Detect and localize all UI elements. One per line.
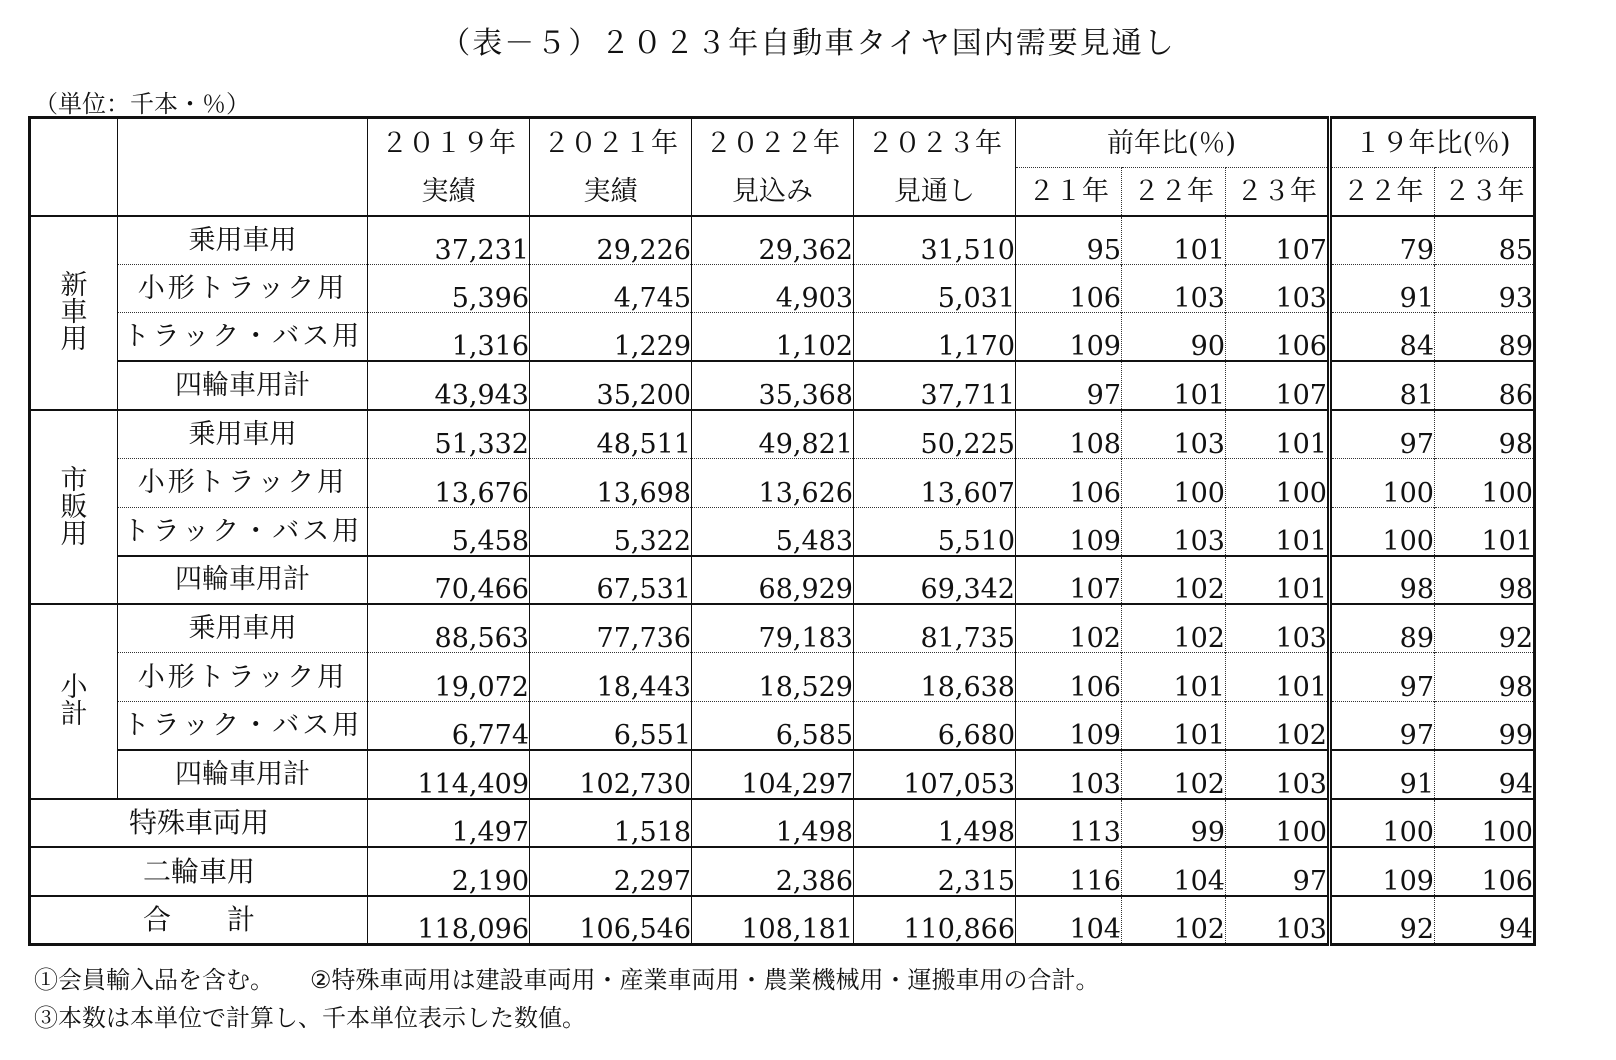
value-cell: 1,102: [692, 313, 854, 362]
value-cell: 1,518: [530, 799, 692, 848]
yoy-cell: 97: [1086, 379, 1121, 410]
yoy-cell: 101: [1122, 653, 1226, 702]
value-cell: 108,181: [692, 896, 854, 945]
value-cell: 13,607: [854, 458, 1016, 507]
yoy-cell: 108: [1069, 428, 1121, 459]
value-cell: 68,929: [692, 556, 854, 605]
yoy-cell: 103: [1122, 410, 1226, 459]
vs19-cell: 91: [1330, 264, 1435, 313]
yoy-cell: 101: [1122, 216, 1226, 265]
table-row: [30, 507, 1535, 556]
header-yoy: 前年比(％): [1106, 127, 1237, 159]
value-cell: 110,866: [854, 896, 1016, 945]
header-kind-2022: 見込み: [692, 168, 854, 216]
table-row: [30, 313, 1535, 362]
row-label: 乗用車用: [118, 410, 368, 459]
yoy-cell: 102: [1122, 556, 1226, 605]
header-corner-left: [30, 118, 118, 216]
vs19-cell: 89: [1435, 313, 1535, 362]
table-row: [30, 556, 1535, 605]
value-cell: 18,529: [692, 653, 854, 702]
value-cell: 43,943: [368, 361, 530, 410]
row-label: トラック・バス用: [118, 701, 368, 750]
value-cell: 79,183: [692, 604, 854, 653]
yoy-cell: 102: [1069, 623, 1121, 653]
value-cell: 5,396: [368, 264, 530, 313]
yoy-cell: 90: [1122, 313, 1226, 362]
note-3: ③本数は本単位で計算し、千本単位表示した数値。: [34, 1004, 586, 1032]
vs19-cell: 94: [1435, 750, 1535, 799]
yoy-cell: 103: [1226, 264, 1330, 313]
vs19-cell: 92: [1435, 604, 1535, 653]
vs19-cell: 97: [1330, 653, 1435, 702]
value-cell: 1,497: [368, 799, 530, 848]
vs19-cell: 100: [1330, 507, 1435, 556]
yoy-cell: 102: [1122, 604, 1226, 653]
group-label-char: 計: [60, 699, 88, 731]
value-cell: 5,322: [530, 507, 692, 556]
vs19-cell: 100: [1330, 458, 1435, 507]
value-cell: 2,297: [530, 847, 692, 896]
value-cell: 107,053: [854, 750, 1016, 799]
value-cell: 29,362: [692, 216, 854, 265]
value-cell: 51,332: [368, 410, 530, 459]
vs19-cell: 98: [1435, 410, 1535, 459]
vs19-cell: 98: [1330, 556, 1435, 605]
yoy-cell: 109: [1016, 507, 1122, 556]
row-label: 四輪車用計: [118, 750, 368, 799]
vs19-cell: 97: [1330, 410, 1435, 459]
value-cell: 6,585: [692, 701, 854, 750]
vs19-cell: 89: [1330, 604, 1435, 653]
group-label: [30, 410, 118, 604]
value-cell: 1,316: [368, 313, 530, 362]
value-cell: 67,531: [530, 556, 692, 605]
group-label-char: 用: [60, 324, 88, 356]
row-label: 二輪車用: [30, 847, 368, 896]
row-label: 小形トラック用: [118, 653, 368, 702]
tire-demand-table: [28, 116, 1536, 946]
value-cell: 69,342: [854, 556, 1016, 605]
value-cell: 35,200: [530, 361, 692, 410]
table-row: [30, 750, 1535, 799]
value-cell: 4,745: [530, 264, 692, 313]
vs19-cell: 101: [1435, 507, 1535, 556]
row-label: 四輪車用計: [118, 556, 368, 605]
row-label: 乗用車用: [118, 604, 368, 653]
value-cell: 18,638: [854, 653, 1016, 702]
value-cell: 77,736: [530, 604, 692, 653]
group-label-char: 車: [60, 297, 88, 329]
header-vs19-23: ２３年: [1435, 168, 1535, 216]
yoy-cell: 107: [1226, 216, 1330, 265]
group-label: [30, 216, 118, 410]
vs19-cell: 109: [1330, 847, 1435, 896]
yoy-cell: 109: [1016, 701, 1122, 750]
note-2: ②特殊車両用は建設車両用・産業車両用・農業機械用・運搬車用の合計。: [310, 966, 1100, 994]
table-row: [30, 410, 1535, 459]
unit-label: （単位：千本・％）: [34, 90, 250, 118]
value-cell: 13,698: [530, 458, 692, 507]
yoy-cell: 101: [1226, 556, 1330, 605]
value-cell: 31,510: [854, 216, 1016, 265]
group-label-char: 小: [60, 672, 88, 704]
value-cell: 1,498: [692, 799, 854, 848]
row-label: トラック・バス用: [118, 313, 368, 362]
yoy-cell: 107: [1226, 361, 1330, 410]
value-cell: 2,190: [368, 847, 530, 896]
yoy-cell: 102: [1122, 896, 1226, 945]
yoy-cell: 99: [1122, 799, 1226, 848]
value-cell: 2,315: [854, 847, 1016, 896]
value-cell: 102,730: [530, 750, 692, 799]
value-cell: 29,226: [530, 216, 692, 265]
vs19-cell: 98: [1435, 653, 1535, 702]
row-label: 小形トラック用: [118, 458, 368, 507]
row-label: 合 計: [30, 896, 368, 945]
yoy-cell: 107: [1069, 574, 1121, 605]
value-cell: 5,458: [368, 507, 530, 556]
value-cell: 114,409: [368, 750, 530, 799]
value-cell: 2,386: [692, 847, 854, 896]
table-row: [30, 458, 1535, 507]
value-cell: 6,774: [368, 701, 530, 750]
value-cell: 13,676: [368, 458, 530, 507]
yoy-cell: 101: [1226, 507, 1330, 556]
yoy-cell: 109: [1016, 313, 1122, 362]
value-cell: 49,821: [692, 410, 854, 459]
header-year-2023: ２０２３年: [854, 118, 1016, 168]
table-row: [30, 361, 1535, 410]
value-cell: 50,225: [854, 410, 1016, 459]
header-vs19-22: ２２年: [1330, 168, 1435, 216]
value-cell: 1,170: [854, 313, 1016, 362]
note-line-1: [34, 960, 1100, 995]
yoy-cell: 103: [1226, 750, 1330, 799]
table-row: [30, 701, 1535, 750]
yoy-cell: 106: [1016, 458, 1122, 507]
value-cell: 1,498: [854, 799, 1016, 848]
yoy-cell: 106: [1016, 264, 1122, 313]
yoy-cell: 102: [1226, 701, 1330, 750]
group-label-char: 用: [60, 518, 88, 550]
yoy-cell: 103: [1122, 264, 1226, 313]
vs19-cell: 84: [1330, 313, 1435, 362]
value-cell: 70,466: [368, 556, 530, 605]
header-yoy-22: ２２年: [1122, 168, 1226, 216]
vs19-cell: 81: [1330, 361, 1435, 410]
vs19-cell: 86: [1435, 361, 1535, 410]
value-cell: 5,510: [854, 507, 1016, 556]
page-title: （表－５）２０２３年自動車タイヤ国内需要見通し: [440, 26, 1176, 61]
vs19-cell: 93: [1435, 264, 1535, 313]
row-label: トラック・バス用: [118, 507, 368, 556]
value-cell: 13,626: [692, 458, 854, 507]
yoy-cell: 104: [1122, 847, 1226, 896]
note-line-2: [34, 998, 586, 1033]
row-label: 乗用車用: [118, 216, 368, 265]
value-cell: 48,511: [530, 410, 692, 459]
group-label-char: 新: [60, 270, 88, 302]
yoy-cell: 95: [1086, 234, 1121, 265]
yoy-cell: 106: [1226, 313, 1330, 362]
yoy-cell: 103: [1226, 604, 1330, 653]
vs19-cell: 79: [1330, 216, 1435, 265]
row-label: 特殊車両用: [30, 799, 368, 848]
yoy-cell: 103: [1069, 768, 1121, 799]
value-cell: 37,231: [368, 216, 530, 265]
vs19-cell: 91: [1330, 750, 1435, 799]
yoy-cell: 100: [1226, 799, 1330, 848]
value-cell: 4,903: [692, 264, 854, 313]
table-row: [30, 264, 1535, 313]
header-row-years: [30, 118, 1535, 168]
value-cell: 5,031: [854, 264, 1016, 313]
table-row: [30, 653, 1535, 702]
yoy-cell: 101: [1122, 701, 1226, 750]
header-kind-2021: 実績: [530, 168, 692, 216]
yoy-cell: 106: [1016, 653, 1122, 702]
vs19-cell: 98: [1435, 556, 1535, 605]
value-cell: 1,229: [530, 313, 692, 362]
value-cell: 104,297: [692, 750, 854, 799]
table-row: [30, 799, 1535, 848]
vs19-cell: 106: [1435, 847, 1535, 896]
table-row: [30, 604, 1535, 653]
note-1: ①会員輸入品を含む。: [34, 966, 274, 994]
table-row: [30, 216, 1535, 265]
value-cell: 106,546: [530, 896, 692, 945]
value-cell: 19,072: [368, 653, 530, 702]
yoy-cell: 102: [1122, 750, 1226, 799]
value-cell: 37,711: [854, 361, 1016, 410]
vs19-cell: 94: [1435, 896, 1535, 945]
value-cell: 35,368: [692, 361, 854, 410]
value-cell: 81,735: [854, 604, 1016, 653]
yoy-cell: 101: [1226, 653, 1330, 702]
value-cell: 88,563: [368, 604, 530, 653]
header-vs19: １９年比(％): [1330, 118, 1535, 168]
table-row: [30, 847, 1535, 896]
vs19-cell: 97: [1330, 701, 1435, 750]
value-cell: 5,483: [692, 507, 854, 556]
yoy-cell: 97: [1226, 847, 1330, 896]
row-label: 四輪車用計: [118, 361, 368, 410]
value-cell: 6,551: [530, 701, 692, 750]
value-cell: 6,680: [854, 701, 1016, 750]
value-cell: 118,096: [368, 896, 530, 945]
vs19-cell: 100: [1330, 799, 1435, 848]
yoy-cell: 116: [1069, 865, 1121, 896]
header-year-2019: ２０１９年: [368, 118, 530, 168]
yoy-cell: 104: [1069, 913, 1121, 945]
row-label: 小形トラック用: [118, 264, 368, 313]
value-cell: 18,443: [530, 653, 692, 702]
header-year-2022: ２０２２年: [692, 118, 854, 168]
table-row: [30, 896, 1535, 945]
header-corner-right: [118, 118, 368, 216]
yoy-cell: 101: [1226, 410, 1330, 459]
vs19-cell: 100: [1435, 458, 1535, 507]
header-yoy-21: ２１年: [1016, 168, 1122, 216]
header-year-2021: ２０２１年: [530, 118, 692, 168]
group-label-char: 販: [60, 491, 88, 523]
header-yoy-23: ２３年: [1226, 168, 1330, 216]
header-kind-2023: 見通し: [854, 168, 1016, 216]
vs19-cell: 92: [1330, 896, 1435, 945]
yoy-cell: 113: [1069, 817, 1121, 848]
yoy-cell: 101: [1122, 361, 1226, 410]
yoy-cell: 103: [1122, 507, 1226, 556]
vs19-cell: 85: [1435, 216, 1535, 265]
vs19-cell: 99: [1435, 701, 1535, 750]
vs19-cell: 100: [1435, 799, 1535, 848]
yoy-cell: 100: [1226, 458, 1330, 507]
yoy-cell: 103: [1226, 896, 1330, 945]
header-kind-2019: 実績: [368, 168, 530, 216]
group-label: [30, 604, 118, 798]
group-label-char: 市: [60, 464, 88, 496]
yoy-cell: 100: [1122, 458, 1226, 507]
